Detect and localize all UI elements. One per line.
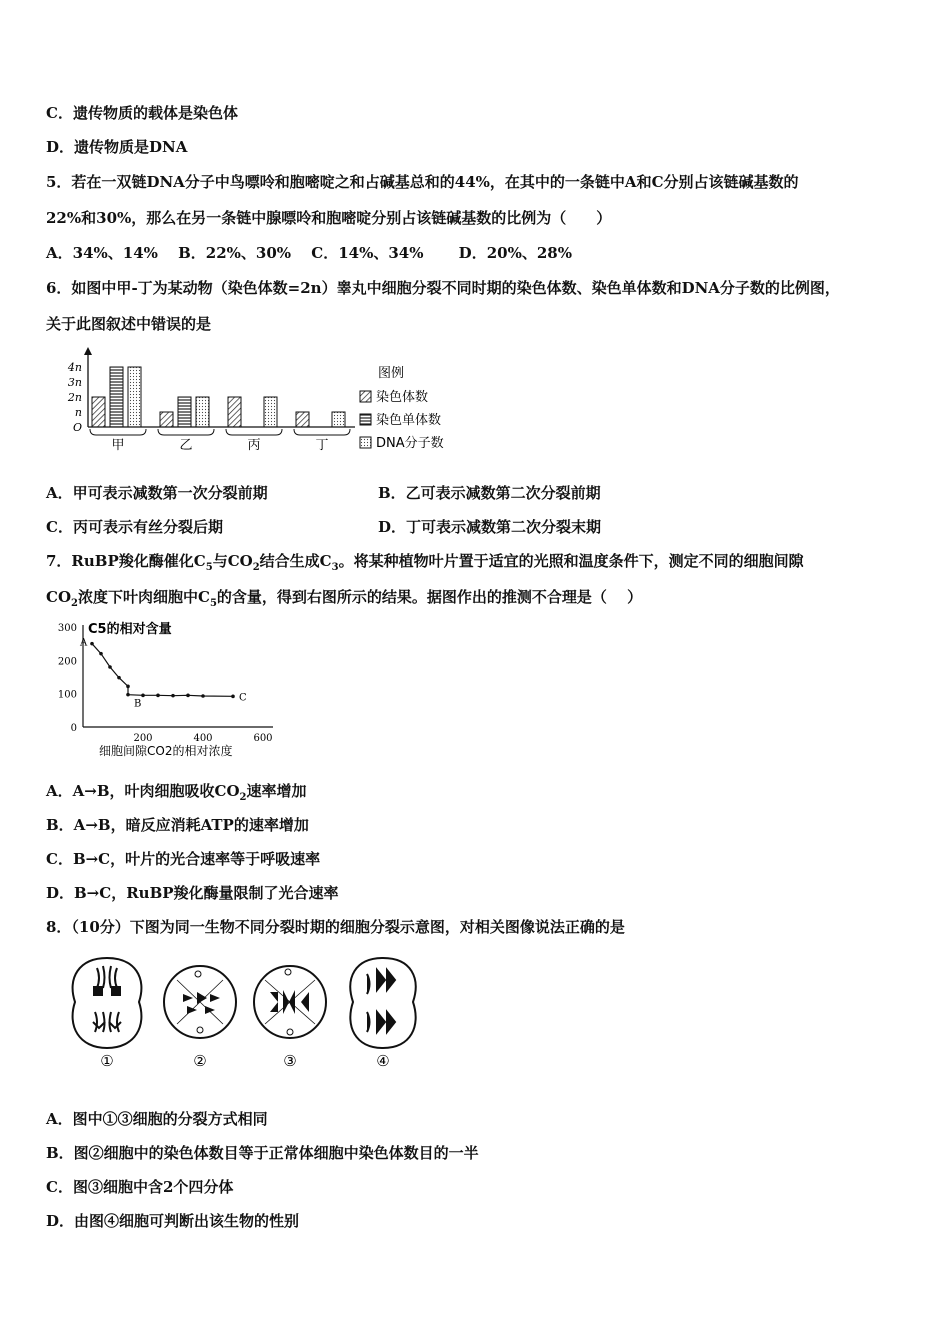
q7-option-a-part1: A．A→B，叶肉细胞吸收CO <box>46 782 240 800</box>
q7-stem1-part-b: 与CO <box>212 552 253 570</box>
q8-option-b: B．图②细胞中的染色体数目等于正常体细胞中染色体数目的一半 <box>46 1144 479 1162</box>
q5-stem-line2: 22%和30%，那么在另一条链中腺嘌呤和胞嘧啶分别占该链碱基数的比例为（ ） <box>46 209 612 227</box>
bar-2-1 <box>196 397 209 427</box>
sub-2: 2 <box>71 598 78 609</box>
q7-stem-line2 <box>46 586 642 609</box>
cell-label: ④ <box>376 1052 390 1070</box>
q4-option-c: C．遗传物质的载体是染色体 <box>46 104 238 122</box>
q8-option-d: D．由图④细胞可判断出该生物的性别 <box>46 1212 300 1230</box>
cell-2 <box>164 966 236 1038</box>
q7-option-c: C．B→C，叶片的光合速率等于呼吸速率 <box>46 850 321 868</box>
bar-0-1 <box>160 412 173 427</box>
sub-5: 5 <box>209 598 217 609</box>
sub-3: 3 <box>331 562 339 573</box>
sub-2: 2 <box>252 562 260 573</box>
y-tick-label: 300 <box>57 623 77 634</box>
q4-option-d: D．遗传物质是DNA <box>46 138 188 156</box>
point-label-A: A <box>80 637 88 649</box>
q7-option-b: B．A→B，暗反应消耗ATP的速率增加 <box>46 816 309 834</box>
category-label: 甲 <box>111 438 125 453</box>
category-bracket <box>90 429 146 435</box>
category-label: 丙 <box>247 438 261 453</box>
q6-stem-line2: 关于此图叙述中错误的是 <box>46 315 212 333</box>
cell-label: ③ <box>283 1052 297 1070</box>
data-point <box>126 685 130 689</box>
legend-label: DNA分子数 <box>376 436 444 451</box>
y-axis-arrow <box>84 347 92 355</box>
chart-title: C5的相对含量 <box>88 622 172 637</box>
q8-option-c: C．图③细胞中含2个四分体 <box>46 1178 234 1196</box>
q7-stem1-part-a: 7．RuBP羧化酶催化C <box>46 552 206 570</box>
q6-option-d: D．丁可表示减数第二次分裂末期 <box>378 518 602 536</box>
bar-1-0 <box>110 367 123 427</box>
q5-options: A．34%、14% B．22%、30% C．14%、34% D．20%、28% <box>46 244 572 262</box>
cell-4 <box>350 958 415 1048</box>
q7-stem1-part-d: 。将某种植物叶片置于适宜的光照和温度条件下，测定不同的细胞间隙 <box>338 552 804 570</box>
point-label-B: B <box>134 698 142 710</box>
y-tick-label: O <box>72 421 82 434</box>
legend-title: 图例 <box>378 366 405 381</box>
q6-bar-chart <box>60 345 470 465</box>
y-tick-label: 200 <box>57 656 77 668</box>
cell-3 <box>254 966 326 1038</box>
legend-label: 染色体数 <box>376 390 429 405</box>
q8-cell-figure <box>65 950 425 1075</box>
data-point <box>141 694 145 698</box>
legend-label: 染色单体数 <box>376 413 442 428</box>
cell-label: ① <box>100 1052 114 1070</box>
cell-1 <box>73 958 142 1048</box>
data-point <box>117 676 121 680</box>
q6-stem-line1: 6．如图中甲-丁为某动物（染色体数=2n）睾丸中细胞分裂不同时期的染色体数、染色单体数和DNA分子数的比例图， <box>46 279 840 297</box>
q6-option-a: A．甲可表示减数第一次分裂前期 <box>46 484 268 502</box>
legend-swatch <box>360 414 371 425</box>
y-tick-label: 3n <box>67 376 82 389</box>
q8-stem: 8．（10分）下图为同一生物不同分裂时期的细胞分裂示意图，对相关图像说法正确的是 <box>46 918 625 936</box>
data-point <box>171 694 175 698</box>
bar-0-2 <box>228 397 241 427</box>
bar-2-0 <box>128 367 141 427</box>
y-tick-label: 4n <box>67 361 82 374</box>
q7-line-chart <box>55 615 295 765</box>
q7-option-d: D．B→C，RuBP羧化酶量限制了光合速率 <box>46 884 339 902</box>
category-bracket <box>294 429 350 435</box>
y-tick-label: 0 <box>70 723 77 734</box>
data-point <box>99 652 103 656</box>
bar-0-0 <box>92 397 105 427</box>
c5-curve <box>92 644 233 697</box>
sub-2: 2 <box>239 792 247 803</box>
q7-stem2-part-c: 的含量，得到右图所示的结果。据图作出的推测不合理是（ ） <box>216 588 643 606</box>
q7-option-a <box>46 780 307 803</box>
legend-swatch <box>360 437 371 448</box>
data-point <box>90 642 94 646</box>
q7-stem2-part-a: CO <box>46 588 72 606</box>
data-point <box>156 694 160 698</box>
x-tick-label: 600 <box>253 733 273 744</box>
bar-2-3 <box>332 412 345 427</box>
bar-1-1 <box>178 397 191 427</box>
x-tick-label: 400 <box>193 733 213 744</box>
q7-stem1-part-c: 结合生成C <box>259 552 332 570</box>
q8-option-a: A．图中①③细胞的分裂方式相同 <box>46 1110 268 1128</box>
q6-option-b: B．乙可表示减数第二次分裂前期 <box>378 484 601 502</box>
bar-0-3 <box>296 412 309 427</box>
category-label: 乙 <box>179 438 193 453</box>
q7-stem-line1 <box>46 550 804 573</box>
point-label-C: C <box>239 692 247 704</box>
x-tick-label: 200 <box>133 733 153 744</box>
category-bracket <box>158 429 214 435</box>
data-point <box>108 665 112 669</box>
data-point <box>231 695 235 699</box>
category-bracket <box>226 429 282 435</box>
data-point <box>201 694 205 698</box>
bar-2-2 <box>264 397 277 427</box>
chart-xlabel: 细胞间隙CO2的相对浓度 <box>99 744 233 758</box>
data-point <box>186 694 190 698</box>
category-label: 丁 <box>315 438 329 453</box>
y-tick-label: 2n <box>67 391 82 404</box>
cell-label: ② <box>193 1052 207 1070</box>
legend-swatch <box>360 391 371 402</box>
data-point <box>126 693 130 697</box>
y-tick-label: n <box>74 406 82 419</box>
sub-5: 5 <box>205 562 213 573</box>
q6-option-c: C．丙可表示有丝分裂后期 <box>46 518 223 536</box>
y-tick-label: 100 <box>57 689 77 701</box>
q5-stem-line1: 5．若在一双链DNA分子中鸟嘌呤和胞嘧啶之和占碱基总和的44%，在其中的一条链中A和C分别占该链碱基数的 <box>46 173 799 191</box>
q7-stem2-part-b: 浓度下叶肉细胞中C <box>77 588 210 606</box>
q7-option-a-part2: 速率增加 <box>246 782 307 800</box>
